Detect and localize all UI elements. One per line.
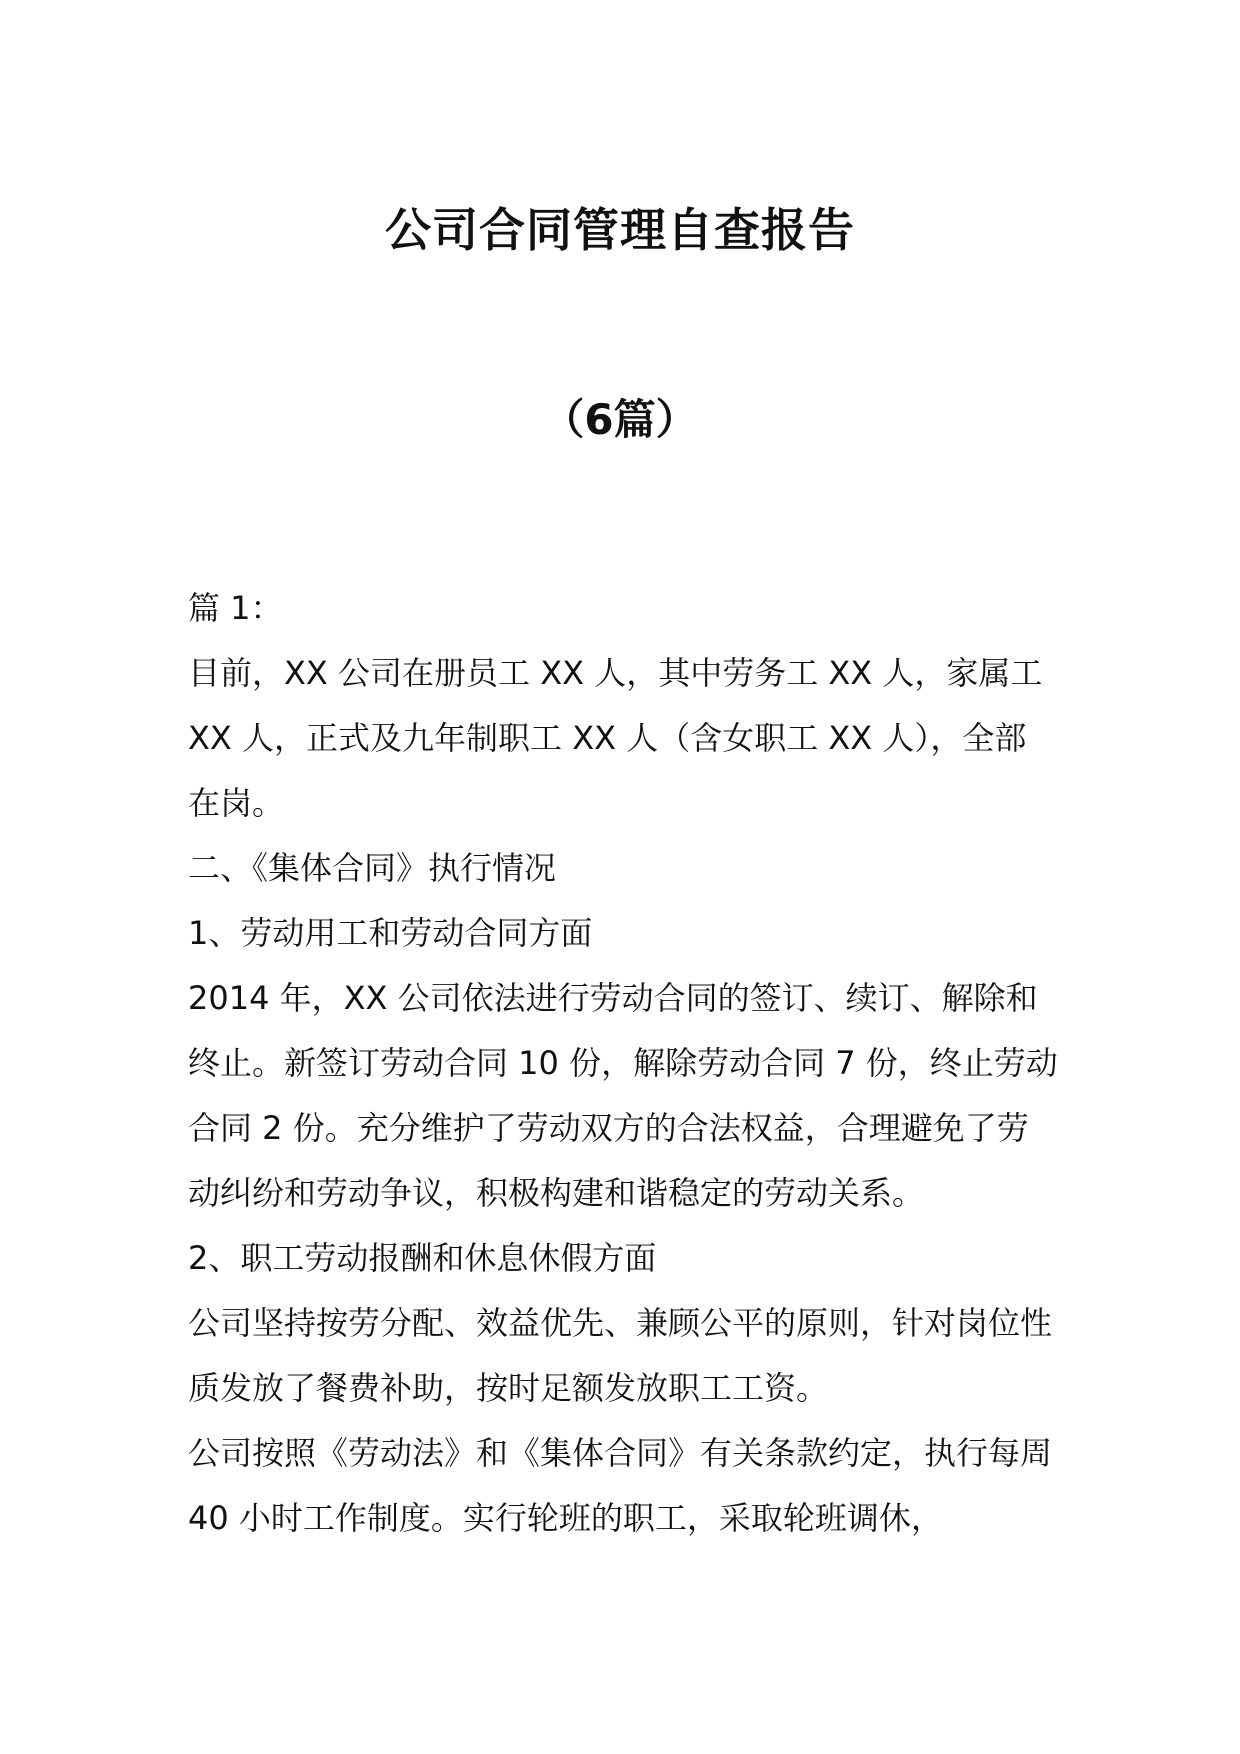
body-paragraph: 目前，XX 公司在册员工 XX 人，其中劳务工 XX 人，家属工 XX 人，正式及九年制职工 XX 人（含女职工 XX 人），全部在岗。 (188, 654, 1043, 822)
body-paragraph: 2014 年，XX 公司依法进行劳动合同的签订、续订、解除和终止。新签订劳动合同 10 份，解除劳动合同 7 份，终止劳动合同 2 份。充分维护了劳动双方的合法权益，合理避免了劳动纠纷和劳动争议，积极构建和谐稳定的劳动关系。 (188, 979, 1058, 1212)
section-heading: 篇 1： (188, 589, 283, 627)
subsection-heading: 1、劳动用工和劳动合同方面 (188, 914, 593, 952)
document-subtitle: （6篇） (542, 395, 698, 444)
document-title: 公司合同管理自查报告 (385, 203, 855, 257)
body-paragraph: 公司坚持按劳分配、效益优先、兼顾公平的原则，针对岗位性质发放了餐费补助，按时足额发放职工工资。 (188, 1304, 1053, 1407)
subsection-heading: 2、职工劳动报酬和休息休假方面 (188, 1239, 657, 1277)
body-paragraph: 公司按照《劳动法》和《集体合同》有关条款约定，执行每周 40 小时工作制度。实行轮班的职工，采取轮班调休， (188, 1434, 1053, 1537)
section-heading: 二、《集体合同》执行情况 (188, 849, 557, 887)
document-body (188, 576, 1058, 1551)
